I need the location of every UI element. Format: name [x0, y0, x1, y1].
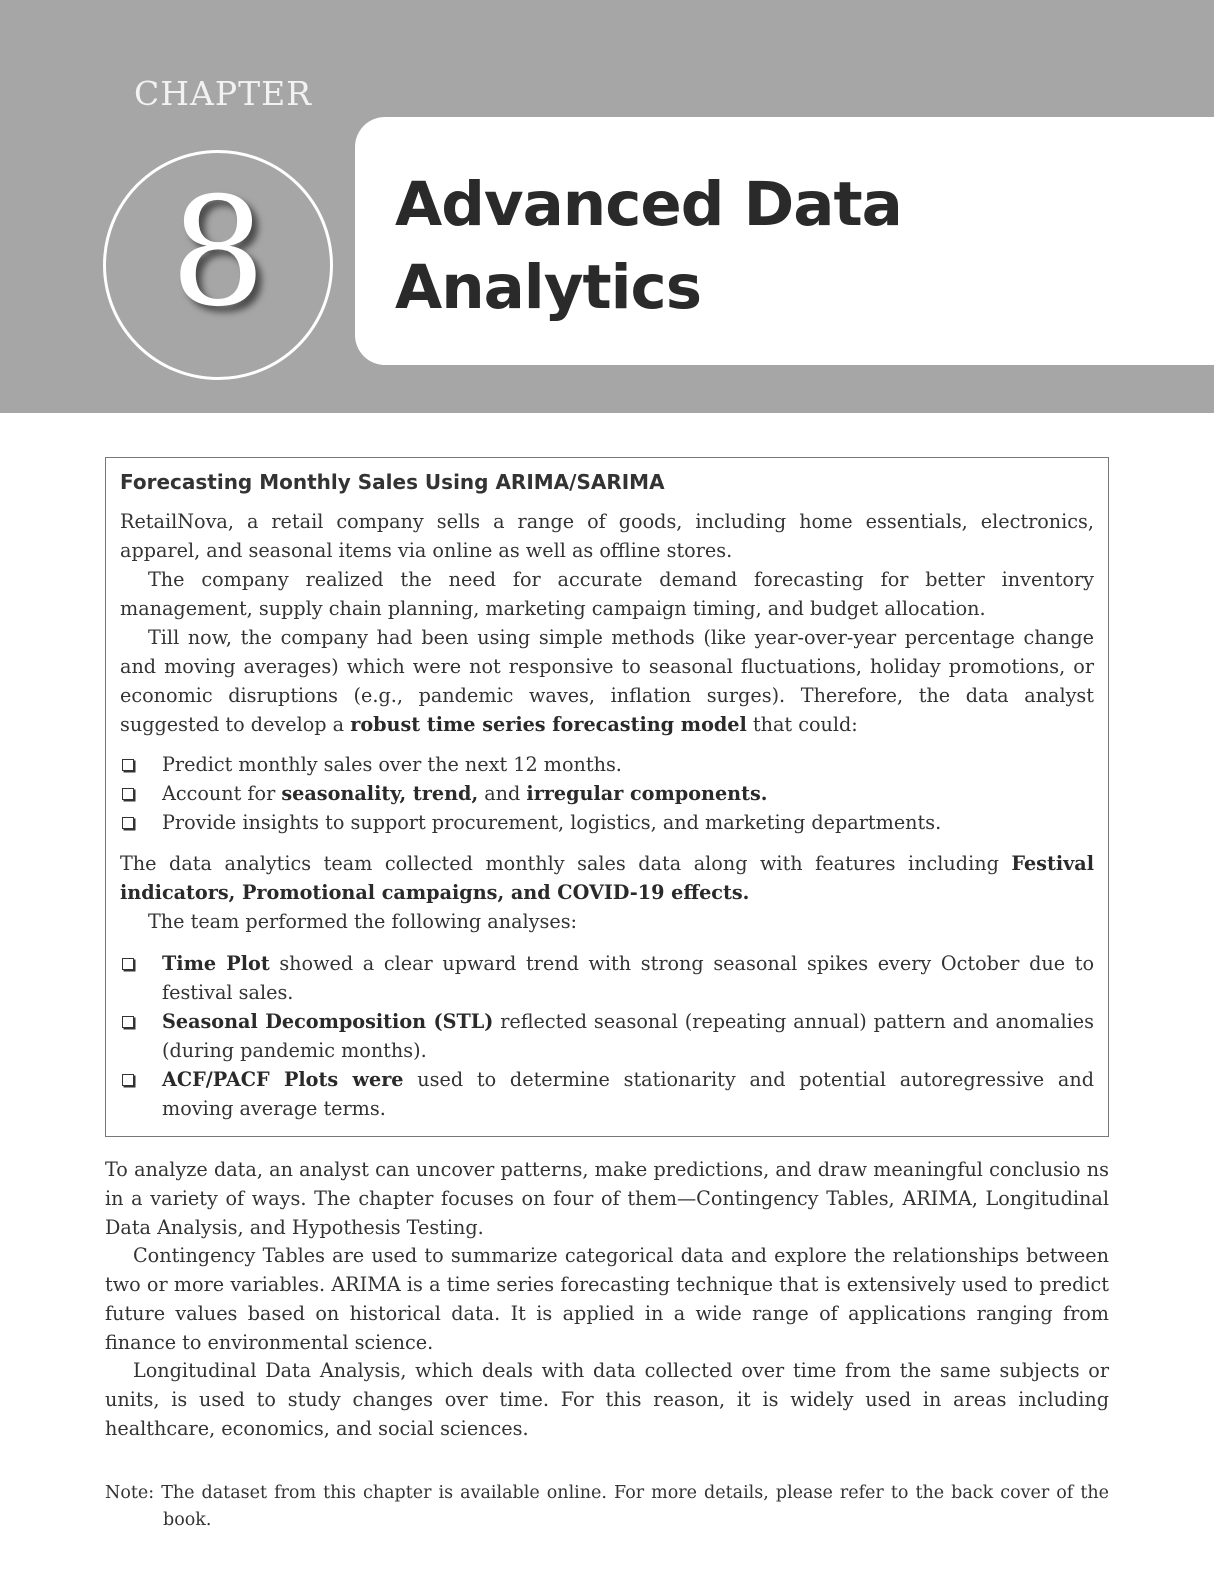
checkbox-bullet-icon [122, 1016, 134, 1028]
analyses-list [120, 949, 1094, 1123]
checkbox-bullet-icon [122, 759, 134, 771]
case-study-paragraph-5: The team performed the following analyses: [148, 910, 578, 933]
list-item: Time Plot showed a clear upward trend with strong seasonal spikes every October due to festival sales. [120, 949, 1094, 1007]
chapter-title-panel [355, 117, 1214, 365]
list-item: Provide insights to support procurement, logistics, and marketing departments. [120, 808, 1094, 837]
body-paragraph-2: Contingency Tables are used to summarize categorical data and explore the relationships between two or more variables. ARIMA is a time series forecasting technique that is extensively used to predict future values based on historical data. It is applied in a wide range of applications ranging from finance to environmental science. [105, 1244, 1109, 1354]
chapter-number: 8 [170, 166, 266, 340]
case-study-box [105, 457, 1109, 1137]
body-paragraph-1: To analyze data, an analyst can uncover patterns, make predictions, and draw meaningful conclusio ns in a variety of ways. The chapter focuses on four of them—Contingency Tables, ARIMA, Longitudinal Data Analysis, and Hypothesis Testing. [105, 1158, 1109, 1239]
case-study-paragraph-1: RetailNova, a retail company sells a range of goods, including home essentials, electronics, apparel, and seasonal items via online as well as offline stores. [120, 510, 1094, 562]
case-study-paragraph-3: Till now, the company had been using simple methods (like year-over-year percentage change and moving averages) which were not responsive to seasonal fluctuations, holiday promotions, or economic disruptions (e.g., pandemic waves, inflation surges). Therefore, the data analyst suggested to develop a robust time series forecasting model that could: [120, 626, 1094, 736]
chapter-number-circle [103, 150, 333, 380]
list-item: ACF/PACF Plots were used to determine stationarity and potential autoregressive and moving average terms. [120, 1065, 1094, 1123]
checkbox-bullet-icon [122, 958, 134, 970]
body-paragraph-3: Longitudinal Data Analysis, which deals with data collected over time from the same subjects or units, is used to study changes over time. For this reason, it is widely used in areas including healthcare, economics, and social sciences. [105, 1359, 1109, 1440]
chapter-label: CHAPTER [134, 74, 313, 113]
checkbox-bullet-icon [122, 1074, 134, 1086]
list-item: Account for seasonality, trend, and irregular components. [120, 779, 1094, 808]
list-item: Seasonal Decomposition (STL) reflected seasonal (repeating annual) pattern and anomalies (during pandemic months). [120, 1007, 1094, 1065]
case-study-paragraph-2: The company realized the need for accurate demand forecasting for better inventory management, supply chain planning, marketing campaign timing, and budget allocation. [120, 568, 1094, 620]
checkbox-bullet-icon [122, 817, 134, 829]
chapter-title-line-2: Analytics [395, 252, 702, 323]
list-item: Predict monthly sales over the next 12 months. [120, 750, 1094, 779]
case-study-title: Forecasting Monthly Sales Using ARIMA/SARIMA [120, 470, 665, 494]
chapter-title-line-1: Advanced Data [395, 169, 902, 240]
case-study-paragraph-4: The data analytics team collected monthly sales data along with features including Festival indicators, Promotional campaigns, and COVID-19 effects. [120, 852, 1094, 904]
chapter-header-band [0, 0, 1214, 413]
forecast-goals-list [120, 750, 1094, 837]
checkbox-bullet-icon [122, 788, 134, 800]
dataset-note: Note: The dataset from this chapter is available online. For more details, please refer to the back cover of the book. [105, 1483, 1109, 1530]
